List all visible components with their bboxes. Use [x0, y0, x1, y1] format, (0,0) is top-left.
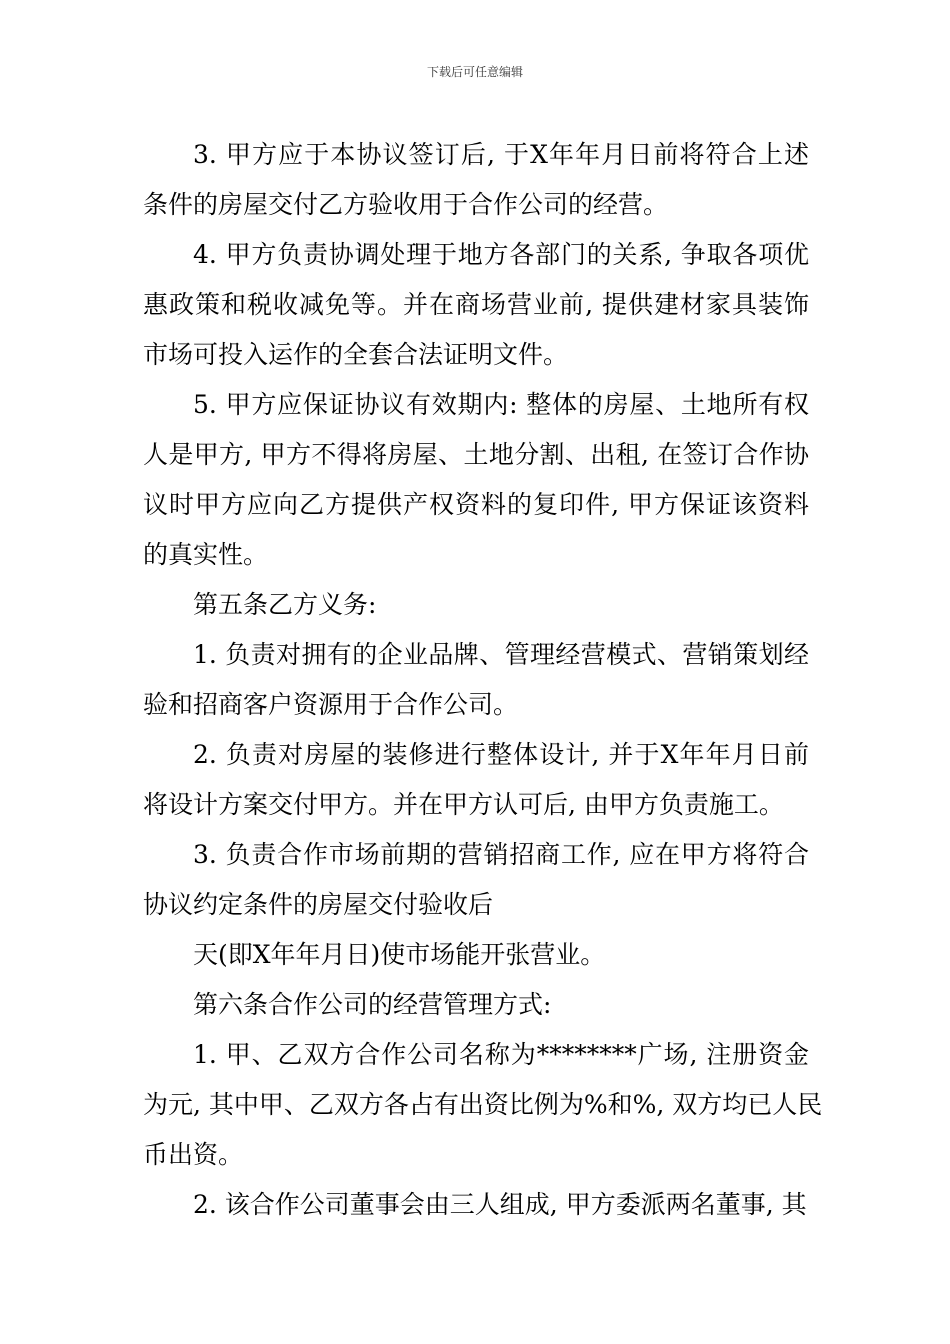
paragraph [143, 1030, 823, 1180]
text-line: 议时甲方应向乙方提供产权资料的复印件, 甲方保证该资料 [143, 490, 809, 519]
text-line: 第五条乙方义务: [193, 590, 377, 619]
text-line: 4. 甲方负责协调处理于地方各部门的关系, 争取各项优 [193, 240, 809, 269]
text-line: 为元, 其中甲、乙双方各占有出资比例为%和%, 双方均已人民 [143, 1090, 823, 1119]
page-header: 下载后可任意编辑 [426, 65, 523, 79]
text-line: 人是甲方, 甲方不得将房屋、土地分割、出租, 在签订合作协 [143, 440, 809, 469]
paragraph [143, 930, 809, 980]
text-line: 将设计方案交付甲方。并在甲方认可后, 由甲方负责施工。 [143, 790, 784, 819]
text-line: 的真实性。 [143, 540, 269, 569]
text-line: 协议约定条件的房屋交付验收后 [143, 890, 494, 919]
paragraph [143, 580, 809, 630]
text-line: 条件的房屋交付乙方验收用于合作公司的经营。 [143, 190, 669, 219]
text-line: 天(即X年年月日)使市场能开张营业。 [193, 940, 606, 969]
text-line: 第六条合作公司的经营管理方式: [193, 990, 552, 1019]
text-line: 2. 负责对房屋的装修进行整体设计, 并于X年年月日前 [193, 740, 809, 769]
paragraph [143, 630, 809, 730]
text-line: 5. 甲方应保证协议有效期内: 整体的房屋、土地所有权 [193, 390, 809, 419]
paragraph [143, 980, 809, 1030]
text-line: 1. 甲、乙双方合作公司名称为********广场, 注册资金 [193, 1040, 809, 1069]
text-line: 验和招商客户资源用于合作公司。 [143, 690, 519, 719]
text-line: 市场可投入运作的全套合法证明文件。 [143, 340, 569, 369]
paragraph [143, 1180, 809, 1230]
paragraph [143, 380, 809, 580]
paragraph [143, 830, 809, 930]
document-body [143, 130, 823, 1230]
text-line: 1. 负责对拥有的企业品牌、管理经营模式、营销策划经 [193, 640, 809, 669]
text-line: 3. 甲方应于本协议签订后, 于X年年月日前将符合上述 [193, 140, 809, 169]
text-line: 币出资。 [143, 1140, 244, 1169]
text-line: 2. 该合作公司董事会由三人组成, 甲方委派两名董事, 其 [193, 1190, 807, 1219]
paragraph [143, 730, 809, 830]
text-line: 3. 负责合作市场前期的营销招商工作, 应在甲方将符合 [193, 840, 809, 869]
text-line: 惠政策和税收减免等。并在商场营业前, 提供建材家具装饰 [143, 290, 809, 319]
paragraph [143, 230, 809, 380]
paragraph [143, 130, 809, 230]
